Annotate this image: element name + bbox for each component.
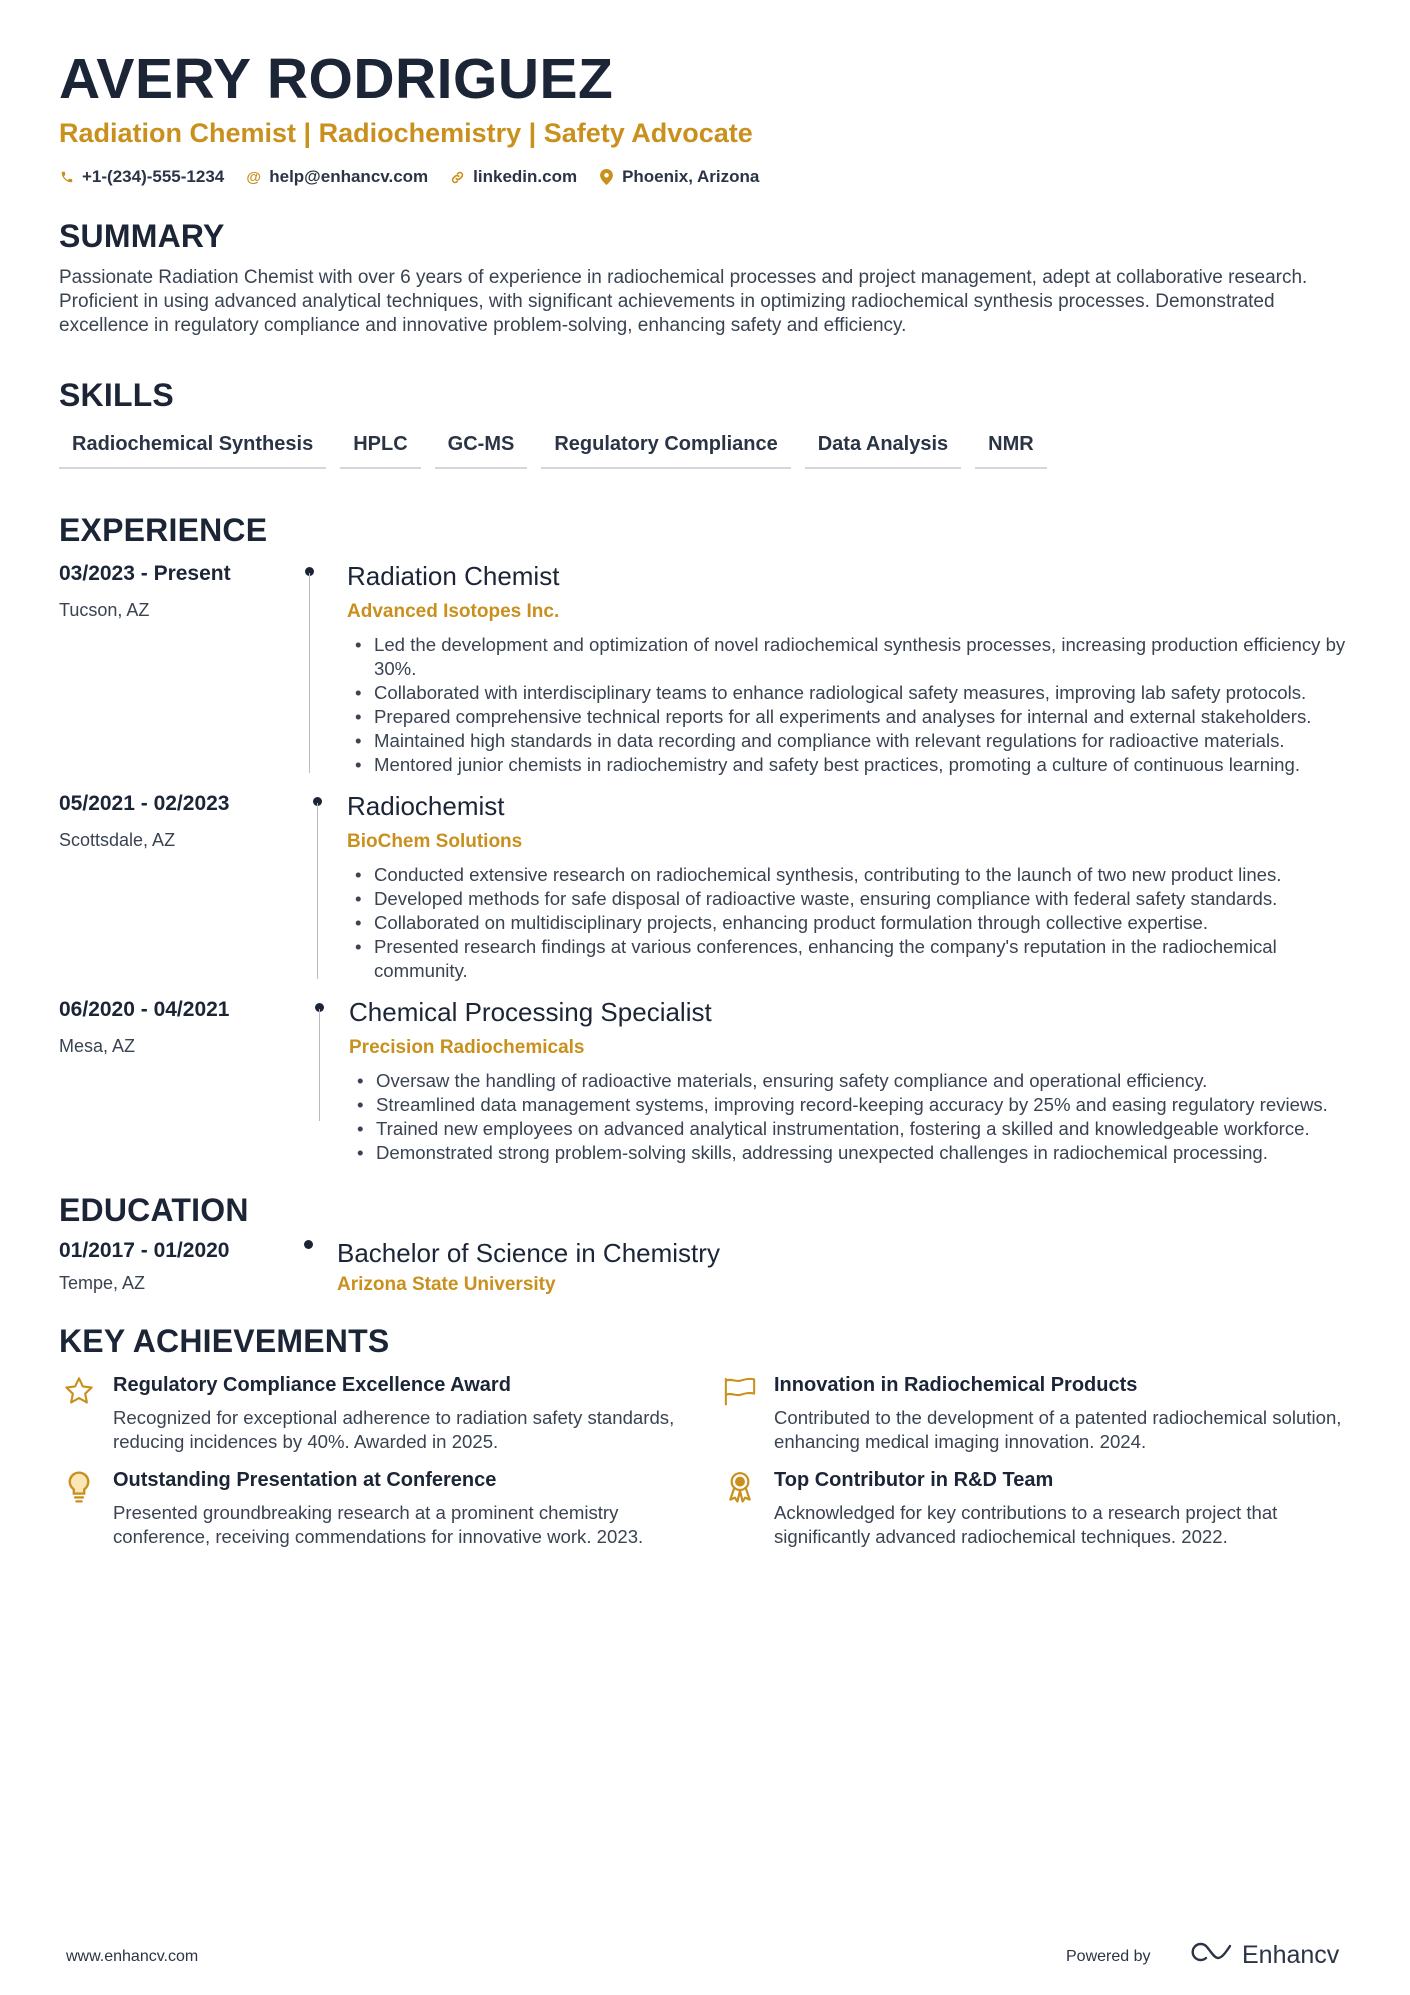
link-icon [450, 170, 465, 185]
candidate-headline: Radiation Chemist | Radiochemistry | Safety Advocate [59, 117, 753, 148]
footer-brand-text: Enhancv [1242, 1941, 1340, 1969]
experience-company: BioChem Solutions [347, 831, 523, 853]
experience-bullet: • Collaborated on multidisciplinary projects, enhancing product formulation through collective expertise. [347, 911, 1351, 935]
contact-linkedin[interactable] [450, 167, 577, 187]
education-title: EDUCATION [59, 1192, 249, 1229]
experience-bullet: • Conducted extensive research on radiochemical synthesis, contributing to the launch of two new product lines. [347, 863, 1351, 887]
skills-section [59, 378, 1351, 469]
contact-list [59, 167, 1351, 187]
contact-email-text: help@enhancv.com [269, 167, 429, 187]
experience-bullet: • Collaborated with interdisciplinary teams to enhance radiological safety measures, improving lab safety protocols. [347, 681, 1351, 705]
contact-linkedin-text: linkedin.com [473, 167, 578, 187]
contact-phone-text: +1-(234)-555-1234 [82, 167, 225, 187]
education-school: Arizona State University [337, 1273, 556, 1295]
experience-bullet: • Oversaw the handling of radioactive materials, ensuring safety compliance and operational efficiency. [349, 1069, 1351, 1093]
footer-brand[interactable] [1186, 1940, 1339, 1971]
experience-title: EXPERIENCE [59, 512, 268, 549]
timeline-rail [299, 561, 339, 777]
timeline-dot [304, 1240, 313, 1249]
star-icon [59, 1373, 99, 1454]
experience-bullet: • Prepared comprehensive technical reports for all experiments and analyses for internal and external stakeholders. [347, 705, 1351, 729]
experience-bullet: • Led the development and optimization of novel radiochemical synthesis processes, increasing production efficiency by 30%. [347, 633, 1351, 681]
achievement-title: Innovation in Radiochemical Products [774, 1373, 1138, 1396]
experience-bullet: • Demonstrated strong problem-solving skills, addressing unexpected challenges in radiochemical processing. [349, 1141, 1351, 1165]
summary-text: Passionate Radiation Chemist with over 6 years of experience in radiochemical processes and project management, adept at collaborative research. Proficient in using advanced analytical techniques, with significant achievements in optimizing radiochemical synthesis processes. Demonstrated excellence in regulatory compliance and innovative problem-solving, enhancing safety and efficiency. [59, 267, 1308, 337]
skill-tag: HPLC [340, 427, 420, 469]
experience-bullet: • Mentored junior chemists in radiochemistry and safety best practices, promoting a culture of continuous learning. [347, 753, 1351, 777]
contact-email[interactable] [246, 167, 428, 187]
achievement-title: Regulatory Compliance Excellence Award [113, 1373, 511, 1396]
experience-bullets [347, 863, 1351, 983]
skill-tag: Data Analysis [805, 427, 961, 469]
flag-icon [720, 1373, 760, 1454]
experience-job-title: Radiochemist [347, 790, 505, 821]
experience-bullet: • Developed methods for safe disposal of radioactive waste, ensuring compliance with federal safety standards. [347, 887, 1351, 911]
skill-tag: GC-MS [435, 427, 528, 469]
experience-date: 05/2021 - 02/2023 [59, 791, 230, 815]
phone-icon [59, 170, 74, 185]
experience-date: 06/2020 - 04/2021 [59, 998, 230, 1022]
experience-bullet: • Trained new employees on advanced analytical instrumentation, fostering a skilled and knowledgeable workforce. [349, 1117, 1351, 1141]
contact-location [599, 167, 759, 187]
contact-location-text: Phoenix, Arizona [622, 167, 760, 187]
achievements-grid [59, 1373, 1351, 1549]
experience-job-title: Chemical Processing Specialist [349, 997, 712, 1028]
education-date: 01/2017 - 01/2020 [59, 1239, 230, 1263]
summary-title: SUMMARY [59, 218, 225, 255]
experience-bullet: • Streamlined data management systems, improving record-keeping accuracy by 25% and easing regulatory reviews. [349, 1093, 1351, 1117]
timeline-line [309, 573, 310, 773]
achievement-item [59, 1373, 690, 1454]
footer-powered-by: Powered by [1066, 1948, 1151, 1965]
experience-section [59, 513, 1351, 1165]
enhancv-logo-icon [1186, 1940, 1234, 1971]
experience-bullet: • Maintained high standards in data recording and compliance with relevant regulations for radioactive materials. [347, 729, 1351, 753]
timeline-rail [299, 997, 349, 1165]
achievement-description: Contributed to the development of a patented radiochemical solution, enhancing medical imaging innovation. 2024. [774, 1406, 1342, 1452]
skill-tag: Regulatory Compliance [541, 427, 790, 469]
achievement-item [59, 1468, 690, 1549]
experience-bullet: • Presented research findings at various conferences, enhancing the company's reputation in the radiochemical community. [347, 935, 1351, 983]
experience-company: Precision Radiochemicals [349, 1037, 585, 1059]
lightbulb-icon [59, 1468, 99, 1549]
skills-list [59, 427, 1351, 469]
footer-url[interactable]: www.enhancv.com [66, 1948, 199, 1965]
award-medal-icon [720, 1468, 760, 1549]
achievement-description: Acknowledged for key contributions to a research project that significantly advanced radiochemical techniques. 2022. [774, 1501, 1278, 1547]
education-section [59, 1193, 1351, 1295]
timeline-rail [299, 791, 347, 983]
achievement-description: Recognized for exceptional adherence to radiation safety standards, reducing incidences by 40%. Awarded in 2025. [113, 1406, 675, 1452]
achievement-item [720, 1373, 1351, 1454]
page-footer [0, 1940, 1410, 1980]
experience-date: 03/2023 - Present [59, 561, 231, 585]
education-location: Tempe, AZ [59, 1272, 146, 1293]
experience-entry [59, 791, 1351, 983]
at-icon: @ [246, 168, 262, 186]
achievement-title: Outstanding Presentation at Conference [113, 1468, 497, 1491]
timeline-rail [299, 1238, 337, 1295]
experience-entry [59, 997, 1351, 1165]
location-pin-icon [599, 170, 614, 185]
contact-phone[interactable] [59, 167, 224, 187]
experience-job-title: Radiation Chemist [347, 560, 560, 591]
skill-tag: NMR [975, 427, 1047, 469]
experience-location: Mesa, AZ [59, 1036, 136, 1057]
summary-section [59, 219, 1351, 338]
experience-bullets [347, 633, 1351, 777]
experience-company: Advanced Isotopes Inc. [347, 600, 560, 622]
experience-location: Tucson, AZ [59, 599, 150, 620]
experience-location: Scottsdale, AZ [59, 830, 176, 851]
experience-bullets [349, 1069, 1351, 1165]
timeline-line [317, 803, 318, 979]
education-degree: Bachelor of Science in Chemistry [337, 1238, 720, 1269]
achievement-description: Presented groundbreaking research at a prominent chemistry conference, receiving commendations for innovative work. 2023. [113, 1501, 644, 1547]
candidate-name: AVERY RODRIGUEZ [59, 47, 614, 111]
achievement-title: Top Contributor in R&D Team [774, 1468, 1054, 1491]
experience-entry [59, 561, 1351, 777]
timeline-line [319, 1009, 320, 1121]
skills-title: SKILLS [59, 377, 174, 414]
skill-tag: Radiochemical Synthesis [59, 427, 326, 469]
achievement-item [720, 1468, 1351, 1549]
achievements-section [59, 1324, 1351, 1549]
resume-header [59, 48, 1351, 187]
education-entry [59, 1238, 1351, 1295]
achievements-title: KEY ACHIEVEMENTS [59, 1322, 390, 1359]
